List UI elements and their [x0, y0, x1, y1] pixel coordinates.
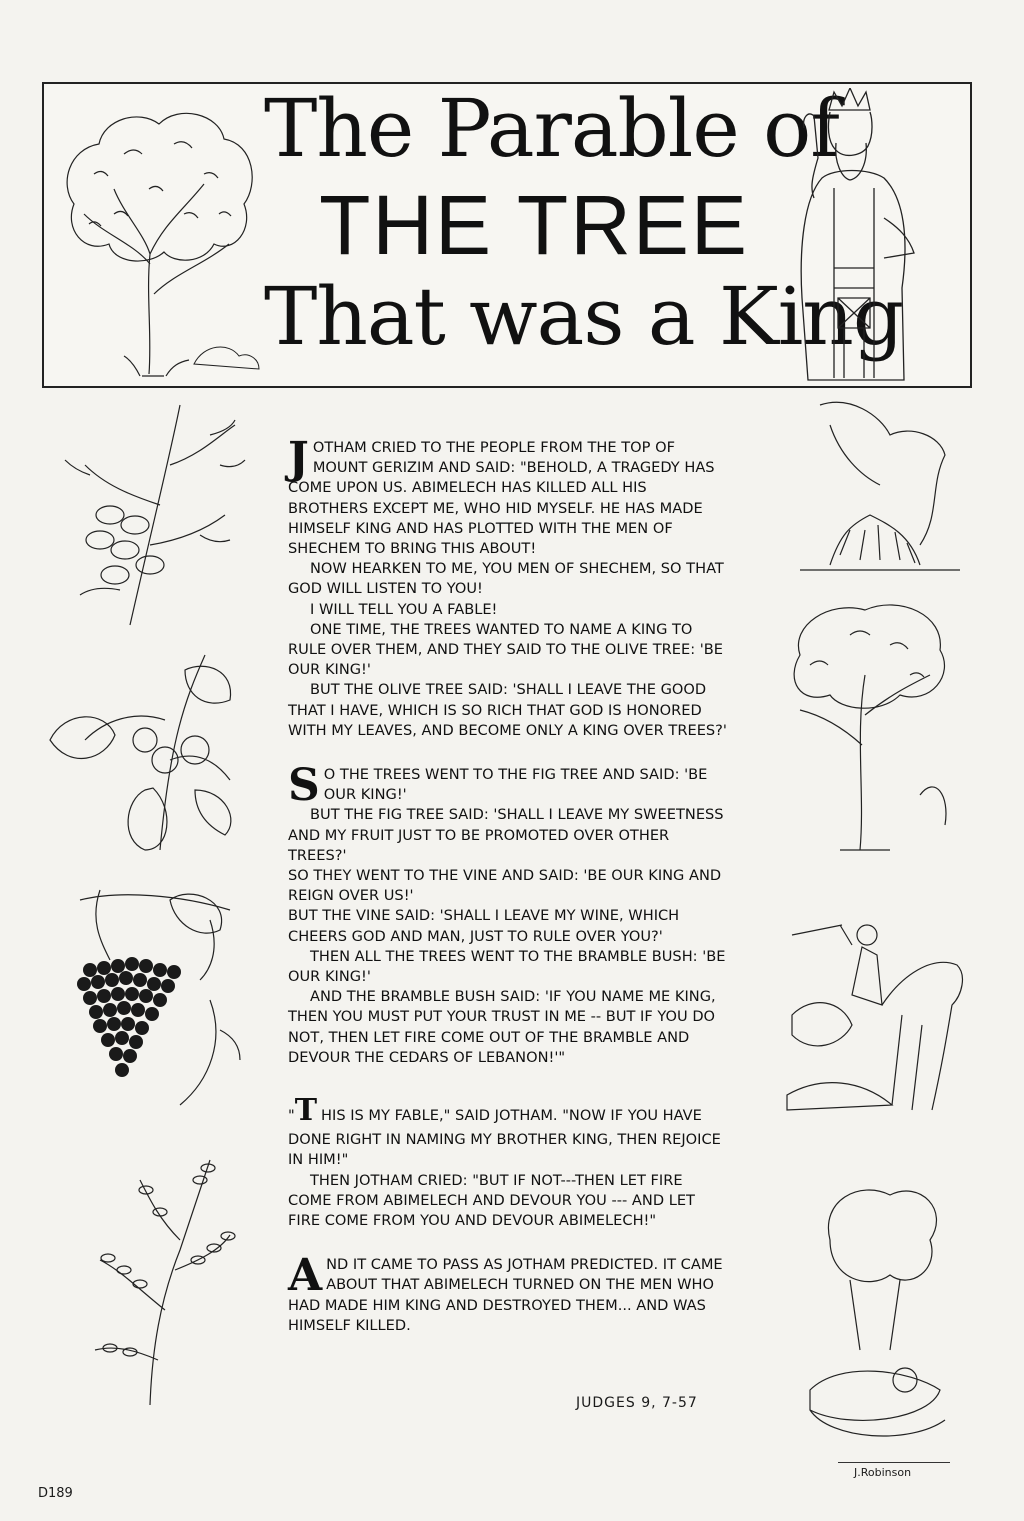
signature-underline — [838, 1462, 950, 1463]
drop-cap: T — [294, 1093, 318, 1129]
title-banner — [42, 82, 972, 388]
story-paragraph-4: AND IT CAME TO PASS AS JOTHAM PREDICTED. IT CAME ABOUT THAT ABIMELECH TURNED ON THE MEN WHO HAD MADE HIM KING AND DESTROYED THEM... AND WAS HIMSELF KILLED. — [288, 1250, 723, 1334]
grape-vine-illustration — [60, 880, 250, 1110]
king-illustration — [774, 88, 964, 386]
story-paragraph-3: "T HIS IS MY FABLE," SAID JOTHAM. "NOW IF YOU HAVE DONE RIGHT IN NAMING MY BROTHER KING, THEN REJOICE IN HIM!" THEN JOTHAM CRIED: "BUT IF NOT---THEN LET FIRE COME FROM ABIMELECH AND DEVOUR YOU --- AND LET FIRE COME FROM YOU AND DEVOUR ABIMELECH!" — [288, 1093, 721, 1229]
tree-illustration — [54, 94, 264, 384]
title-line-3: That was a King — [264, 270, 904, 363]
drop-cap: S — [288, 760, 320, 812]
title-line-1: The Parable of — [264, 82, 839, 175]
scripture-reference: JUDGES 9, 7-57 — [576, 1395, 698, 1411]
drop-cap: A — [288, 1250, 323, 1302]
olive-branch-illustration — [60, 395, 250, 635]
cedar-tree-illustration — [770, 595, 960, 855]
bramble-bush-illustration — [80, 1150, 240, 1410]
story-paragraph-1: JOTHAM CRIED TO THE PEOPLE FROM THE TOP OF MOUNT GERIZIM AND SAID: "BEHOLD, A TRAGEDY HAS COME UPON US. ABIMELECH HAS KILLED ALL HIS BROTHERS EXCEPT ME, WHO HID MYSELF. HE HAS MADE HIMSELF KING AND HAS PLOTTED WITH THE MEN OF SHECHEM TO BRING THIS ABOUT! NOW HEARKEN TO ME, YOU MEN OF SHECHEM, SO THAT GOD WILL LISTEN TO YOU! I WILL TELL YOU A FABLE! ONE TIME, THE TREES WANTED TO NAME A KING TO RULE OVER THEM, AND THEY SAID TO THE OLIVE TREE: 'BE OUR KING!' BUT THE OLIVE TREE SAID: 'SHALL I LEAVE THE GOOD THAT I HAVE, WHICH IS SO RICH THAT GOD IS HONORED WITH MY LEAVES, AND BECOME ONLY A KING OVER TREES?' — [288, 433, 727, 739]
fallen-king-illustration — [790, 1180, 960, 1455]
parable-text — [288, 433, 728, 1360]
drop-cap: J — [288, 433, 309, 484]
artist-signature: J.Robinson — [854, 1466, 912, 1479]
story-paragraph-2: SO THE TREES WENT TO THE FIG TREE AND SAID: 'BE OUR KING!' BUT THE FIG TREE SAID: 'SHALL I LEAVE MY SWEETNESS AND MY FRUIT JUST TO BE PROMOTED OVER OTHER TREES?' SO THEY WENT TO THE VINE AND SAID: 'BE OUR KING AND REIGN OVER US!' BUT THE VINE SAID: 'SHALL I LEAVE MY WINE, WHICH CHEERS GOD AND MAN, JUST TO RULE OVER YOU?' THEN ALL THE TREES WENT TO THE BRAMBLE BUSH: 'BE OUR KING!' AND THE BRAMBLE BUSH SAID: 'IF YOU NAME ME KING, THEN YOU MUST PUT YOUR TRUST IN ME -- BUT IF YOU DO NOT, THEN LET FIRE COME OUT OF THE BRAMBLE AND DEVOUR THE CEDARS OF LEBANON!'" — [288, 760, 726, 1066]
fig-branch-illustration — [45, 650, 245, 860]
title-line-2: THE TREE — [319, 178, 749, 272]
burning-bush-illustration — [790, 395, 970, 575]
battle-scene-illustration — [782, 895, 972, 1125]
page-title — [264, 82, 904, 363]
page-code: D189 — [38, 1486, 73, 1501]
